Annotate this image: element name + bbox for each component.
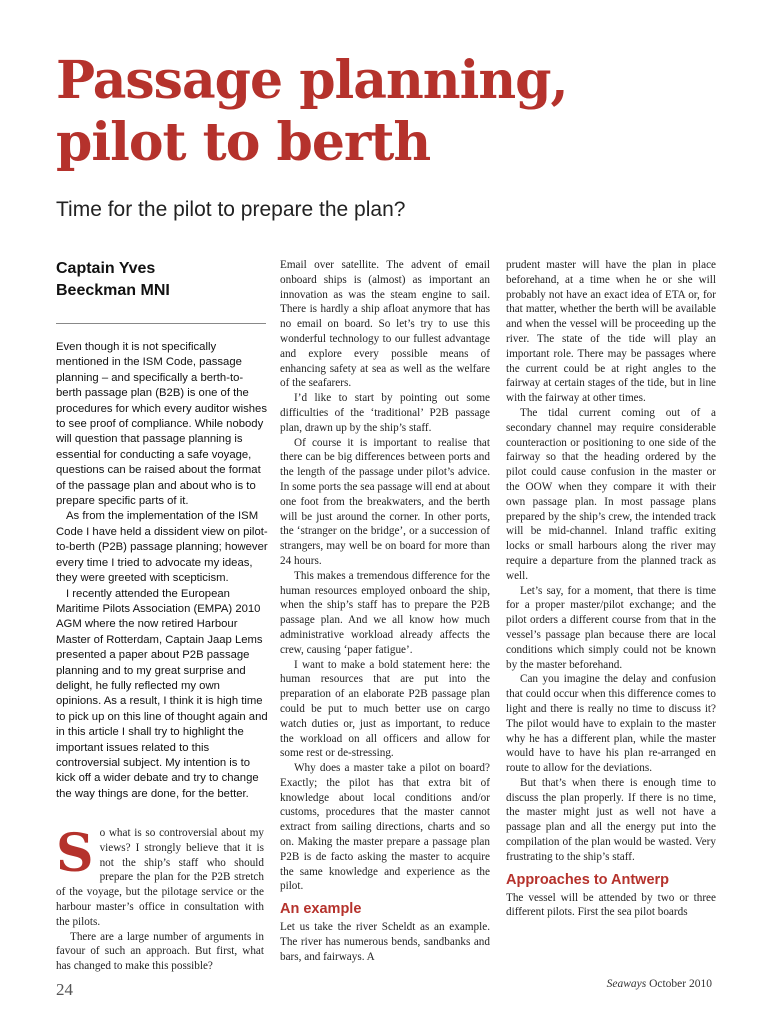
- body-paragraph: I want to make a bold statement here: the human resources that are put into the preparation of an elaborate P2B passage plan could be put to much better use on cargo watch duties or, just as important, to reduce the workload on all officers and allow for some rest or de-stressing.: [280, 658, 490, 760]
- body-paragraph: I’d like to start by pointing out some difficulties of the ‘traditional’ P2B passage plan, drawn up by the ship’s staff.: [280, 392, 490, 434]
- drop-cap: S: [56, 823, 94, 884]
- body-paragraph: prudent master will have the plan in place beforehand, at a time when he or she will probably not have an exact idea of ETA or, for that matter, whether the berth will be available and when the vessel will be proceeding up the river. The state of the tide will play an important role. There may be passages where the current could be at right angles to the fairway at certain stages of the tide, but in line with the fairway at other times.: [506, 259, 716, 405]
- body-paragraph: Email over satellite. The advent of email onboard ships is (almost) as important an innovation as was the steam engine to sail. There is hardly a ship afloat anymore that has no email on board. So let’s try to use this wonderful technology to our fullest advantage and explore every possible means of enhancing safety at sea as well as the welfare of the seafarers.: [280, 259, 490, 390]
- body-column-2: [280, 258, 490, 965]
- body-paragraph: There are a large number of arguments in favour of such an approach. But first, what has changed to make this possible?: [56, 930, 264, 973]
- author-byline: [56, 258, 266, 302]
- article-subtitle: Time for the pilot to prepare the plan?: [56, 198, 406, 221]
- body-paragraph: Of course it is important to realise that there can be big differences between ports and the length of the passage under pilot’s advice. In some ports the sea passage will end at about one foot from the breakwaters, and the berth will be just around the corner. In other ports, the ‘stranger on the bridge’, or a succession of strangers, may well be on board for more than 24 hours.: [280, 436, 490, 567]
- body-paragraph: The tidal current coming out of a secondary channel may require considerable counteraction or positioning to one side of the fairway so that the heading ordered by the pilot could cause confusion in the master or the OOW when they compare it with their own passage plan. In most passage plans prepared by the ship’s crew, the intended track will be mid-channel. Inland traffic exiting locks or small harbours along the river may require a departure from the planned track as well.: [506, 406, 716, 582]
- body-text: o what is so controversial about my views? I strongly believe that it is not the ship’s staff who should prepare the plan for the P2B stretch of the voyage, but the pilotage service or the harbour master’s office in consultation with the pilots.: [56, 827, 264, 928]
- page-number: 24: [56, 980, 73, 999]
- body-paragraph: The vessel will be attended by two or three different pilots. First the sea pilot boards: [506, 891, 716, 919]
- body-paragraph: Let’s say, for a moment, that there is time for a proper master/pilot exchange; and the pilot orders a different course from that in the vessel’s passage plan because there are local conditions which simply could not be known by the master beforehand.: [506, 584, 716, 671]
- footer-publication: [607, 978, 712, 990]
- issue-date: October 2010: [649, 978, 712, 990]
- intro-paragraph: Even though it is not specifically mentioned in the ISM Code, passage planning – and specifically a berth-to-berth passage plan (B2B) is one of the procedures for which every auditor wishes to see proof of compliance. While nobody will question that passage planning is essential for conducting a safe voyage, questions can be raised about the format of the passage plan and about who is to prepare specific parts of it.: [56, 341, 267, 508]
- publication-name: Seaways: [606, 978, 647, 990]
- section-heading: An example: [280, 901, 362, 918]
- intro-paragraph: As from the implementation of the ISM Code I have held a dissident view on pilot-to-berth (P2B) passage planning; however every time I tried to advocate my ideas, they were greeted with scepticism.: [56, 510, 268, 585]
- intro-standfirst: [56, 340, 268, 802]
- body-column-3: [506, 258, 716, 920]
- title-line-1: Passage planning,: [56, 50, 568, 111]
- body-paragraph: [56, 823, 264, 930]
- body-column-1: [56, 823, 264, 974]
- body-paragraph: Can you imagine the delay and confusion that could occur when this difference comes to light and there is really no time to discuss it? The pilot would have to explain to the master why he has a different plan, while the master would have to have his plan re-arranged en route to allow for the deviations.: [506, 673, 716, 775]
- byline-divider: [56, 323, 266, 324]
- body-paragraph: But that’s when there is enough time to discuss the plan properly. If there is no time, the master might just as well not have a passage plan and all the energy put into the compilation of the plan would be wasted. Very frustrating to the ship’s staff.: [506, 776, 716, 863]
- author-line-1: Captain Yves: [56, 260, 156, 277]
- intro-paragraph: I recently attended the European Maritime Pilots Association (EMPA) 2010 AGM where the now retired Harbour Master of Rotterdam, Captain Jaap Lems presented a paper about P2B passage planning and to my great surprise and delight, he fully reflected my own opinions. As a result, I think it is high time to pick up on this line of thought again and in this article I shall try to highlight the important issues related to this controversial subject. My intention is to kick off a wider debate and try to change the way things are done, for the better.: [56, 587, 268, 800]
- body-paragraph: This makes a tremendous difference for the human resources employed onboard the ship, when the ship’s staff has to prepare the P2B passage plan. And we all know how much administrative workload already affects the crew, causing ‘paper fatigue’.: [280, 569, 490, 656]
- title-line-2: pilot to berth: [56, 112, 431, 173]
- author-line-2: Beeckman MNI: [56, 282, 170, 299]
- article-title: [56, 50, 736, 174]
- body-paragraph: Why does a master take a pilot on board? Exactly; the pilot has that extra bit of knowledge about local conditions and/or customs, procedures that the master cannot extract from sailing directions, charts and so on. Making the master prepare a passage plan P2B is de facto asking the master to acquire the same knowledge and experience as the pilot.: [280, 762, 490, 893]
- section-heading: Approaches to Antwerp: [506, 871, 670, 888]
- body-paragraph: Let us take the river Scheldt as an example. The river has numerous bends, sandbanks and bars, and fairways. A: [280, 921, 490, 963]
